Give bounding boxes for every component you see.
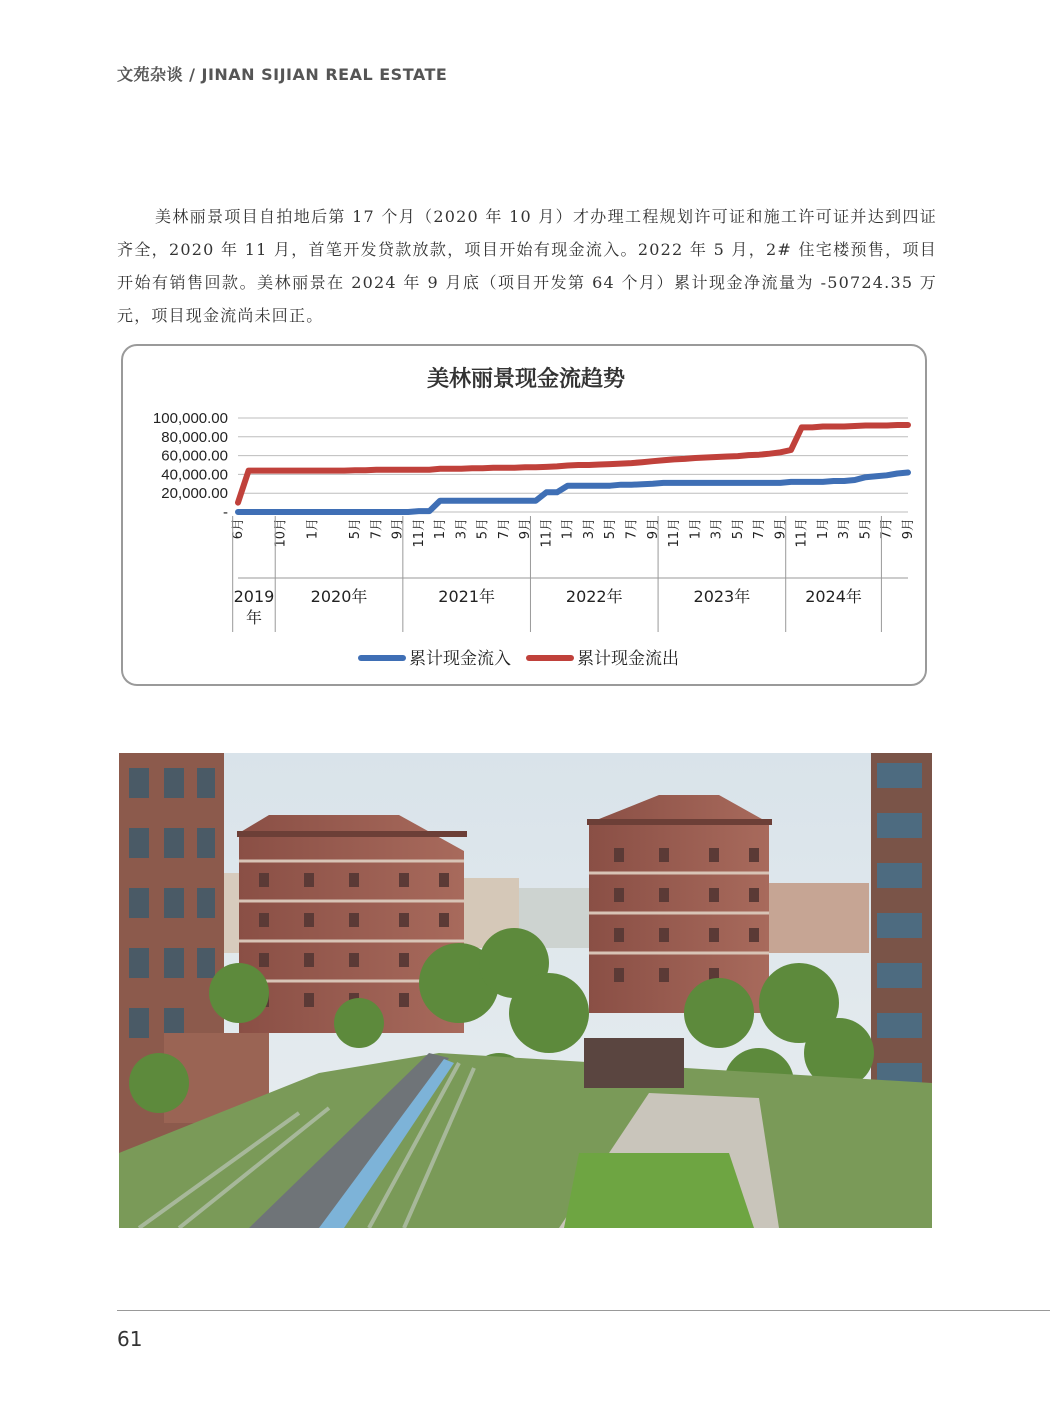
x-tick-label: 9月 [390, 518, 406, 540]
chart-title: 美林丽景现金流趋势 [426, 366, 626, 392]
x-tick-label: 7月 [752, 518, 768, 540]
x-tick-label: 11月 [411, 518, 427, 548]
x-tick-label: 10月 [273, 518, 289, 548]
y-tick-label: 100,000.00 [152, 410, 228, 427]
x-tick-label: 9月 [901, 518, 916, 540]
x-tick-label: 7月 [879, 518, 895, 540]
x-tick-label: 5月 [730, 518, 746, 540]
residential-complex-photo [119, 753, 932, 1228]
x-tick-label: 1月 [688, 518, 704, 540]
x-tick-label: 1月 [815, 518, 831, 540]
year-group-label: 2020年 [310, 587, 368, 606]
chart-svg [123, 346, 927, 686]
x-tick-label: 11月 [794, 518, 810, 548]
year-group-label: 2019 [233, 587, 275, 606]
x-tick-label: 6月 [231, 518, 246, 540]
x-tick-label: 1月 [433, 518, 449, 540]
x-tick-label: 7月 [496, 518, 512, 540]
body-paragraph: 美林丽景项目自拍地后第 17 个月（2020 年 10 月）才办理工程规划许可证和施工许可证并达到四证齐全，2020 年 11 月，首笔开发贷款放款，项目开始有现金流入。2022 年 5 月，2# 住宅楼预售，项目开始有销售回款。美林丽景在 2024 年 9 月底（项目开发第 64 个月）累计现金净流量为 -50724.35 万元，项目现金流尚未回正。 [117, 207, 937, 325]
y-tick-label: 40,000.00 [161, 466, 228, 484]
x-tick-label: 3月 [454, 518, 470, 540]
x-tick-label: 9月 [518, 518, 534, 540]
cashflow-chart [121, 344, 927, 686]
footer-rule [117, 1310, 1050, 1311]
x-tick-label: 5月 [858, 518, 874, 540]
year-group-label: 2022年 [565, 587, 623, 606]
year-group-label: 2024年 [805, 587, 862, 606]
x-tick-label: 1月 [560, 518, 576, 540]
x-tick-label: 5月 [348, 518, 363, 540]
x-tick-label: 11月 [539, 518, 555, 548]
series-line-inflow [238, 473, 908, 513]
x-tick-label: 1月 [305, 518, 321, 540]
x-tick-label: 5月 [603, 518, 619, 540]
x-tick-label: 3月 [709, 518, 725, 540]
x-tick-label: 5月 [475, 518, 491, 540]
running-header: 文苑杂谈 / JINAN SIJIAN REAL ESTATE [117, 65, 448, 84]
y-tick-label: 20,000.00 [161, 485, 228, 503]
legend-label: 累计现金流入 [409, 649, 511, 669]
legend-label: 累计现金流出 [577, 649, 679, 669]
x-tick-label: 3月 [582, 518, 597, 540]
x-tick-label: 3月 [837, 518, 853, 540]
x-tick-label: 7月 [624, 518, 640, 540]
x-tick-label: 9月 [773, 518, 789, 540]
x-tick-label: 7月 [369, 518, 385, 540]
page-number: 61 [117, 1327, 143, 1351]
y-tick-label: 80,000.00 [161, 428, 228, 446]
x-tick-label: 9月 [645, 518, 661, 540]
y-tick-label: - [223, 504, 228, 521]
year-group-label: 2023年 [693, 587, 751, 606]
year-group-label: 年 [245, 608, 262, 627]
x-tick-label: 11月 [667, 518, 682, 548]
year-group-label: 2021年 [438, 587, 496, 606]
y-tick-label: 60,000.00 [161, 447, 228, 465]
